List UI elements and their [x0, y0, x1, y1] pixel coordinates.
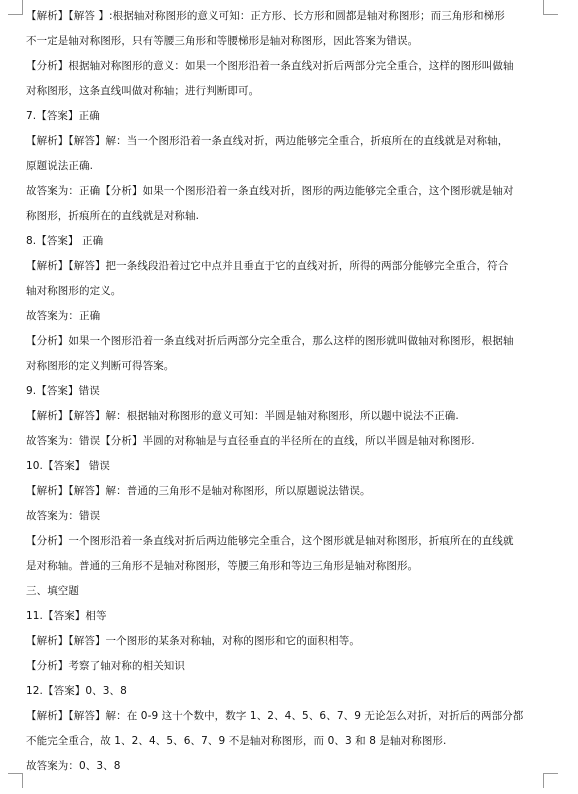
answer-heading-9: 9.【答案】错误: [26, 385, 100, 397]
text-line: 称图形，折痕所在的直线就是对称轴.: [26, 210, 200, 222]
text-line: 【解析】【解答】解：当一个图形沿着一条直线对折，两边能够完全重合，折痕所在的直线就是对称轴，: [26, 135, 509, 147]
text-line: 故答案为：0、3、8: [26, 760, 121, 772]
answer-heading-7: 7.【答案】正确: [26, 110, 100, 122]
text-line: 【解析】【解答】解：根据轴对称图形的意义可知：半圆是轴对称图形，所以题中说法不正确.: [26, 410, 459, 422]
text-line: 【分析】根据轴对称图形的意义：如果一个图形沿着一条直线对折后两部分完全重合，这样的图形叫做轴: [26, 60, 514, 72]
text-line: 对称图形的定义判断可得答案。: [26, 360, 175, 372]
document-page: [26, 4, 556, 779]
text-line: 故答案为：正确【分析】如果一个图形沿着一条直线对折，图形的两边能够完全重合，这个图形就是轴对: [26, 185, 514, 197]
answer-heading-11: 11.【答案】相等: [26, 610, 107, 622]
text-line: 轴对称图形的定义。: [26, 285, 122, 297]
text-line: 不能完全重合，故 1、2、4、5、6、7、9 不是轴对称图形，而 0、3 和 8 是轴对称图形.: [26, 735, 447, 747]
text-line: 故答案为：正确: [26, 310, 101, 322]
text-line: 【解析】【解答】解：普通的三角形不是轴对称图形，所以原题说法错误。: [26, 485, 371, 497]
text-line: 对称图形，这条直线叫做对称轴；进行判断即可。: [26, 85, 260, 97]
text-line: 故答案为：错误【分析】半圆的对称轴是与直径垂直的半径所在的直线，所以半圆是轴对称图形.: [26, 435, 475, 447]
crop-mark-bottom-left: [8, 773, 23, 788]
answer-heading-10: 10.【答案】 错误: [26, 460, 111, 472]
section-heading: 三、填空题: [26, 585, 79, 597]
text-line: 【解析】【解答 】:根据轴对称图形的意义可知：正方形、长方形和圆都是轴对称图形；而三角形和梯形: [26, 10, 505, 22]
text-line: 故答案为：错误: [26, 510, 101, 522]
text-line: 【解析】【解答】把一条线段沿着过它中点并且垂直于它的直线对折，所得的两部分能够完全重合，符合: [26, 260, 509, 272]
text-line: 【分析】考察了轴对称的相关知识: [26, 660, 185, 672]
text-line: 【解析】【解答】一个图形的某条对称轴，对称的图形和它的面积相等。: [26, 635, 360, 647]
text-line: 是对称轴。普通的三角形不是轴对称图形，等腰三角形和等边三角形是轴对称图形。: [26, 560, 419, 572]
text-line: 【分析】一个图形沿着一条直线对折后两边能够完全重合，这个图形就是轴对称图形，折痕所在的直线就: [26, 535, 514, 547]
text-line: 【分析】如果一个图形沿着一条直线对折后两部分完全重合，那么这样的图形就叫做轴对称图形，根据轴: [26, 335, 514, 347]
crop-mark-top-left: [8, 0, 23, 15]
text-line: 原题说法正确.: [26, 160, 94, 172]
answer-heading-12: 12.【答案】0、3、8: [26, 685, 127, 697]
text-line: 不一定是轴对称图形，只有等腰三角形和等腰梯形是轴对称图形，因此答案为错误。: [26, 35, 419, 47]
text-line: 【解析】【解答】解：在 0-9 这十个数中，数字 1、2、4、5、6、7、9 无论怎么对折，对折后的两部分都: [26, 710, 524, 722]
answer-heading-8: 8.【答案】 正确: [26, 235, 104, 247]
